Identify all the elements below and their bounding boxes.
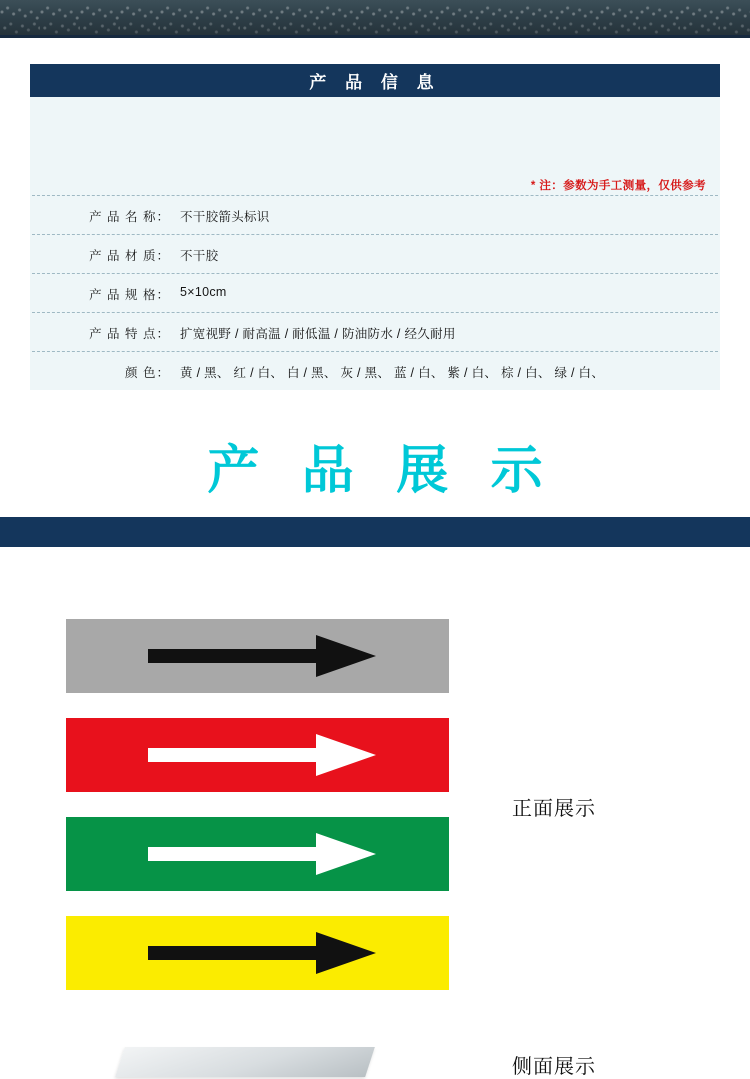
measurement-note-area — [30, 97, 720, 195]
info-row-features — [30, 313, 720, 351]
info-label: 颜 色： — [125, 366, 170, 380]
info-row-product-name — [30, 196, 720, 234]
section-divider-bar — [0, 517, 750, 547]
info-value: 黄 / 黑、 红 / 白、 白 / 黑、 灰 / 黑、 蓝 / 白、 紫 / 白、 棕 / 白、 绿 / 白、 — [180, 366, 605, 380]
info-row-colors — [30, 352, 720, 390]
info-label: 产 品 特 点： — [89, 327, 170, 341]
gray-sticker — [66, 619, 449, 693]
info-value: 5×10cm — [180, 285, 227, 299]
info-row-material — [30, 235, 720, 273]
info-label: 产 品 材 质： — [89, 249, 170, 263]
product-info-body — [30, 97, 720, 390]
info-label: 产 品 规 格： — [89, 288, 170, 302]
right-arrow-icon — [66, 619, 449, 693]
measurement-note: * 注：参数为手工测量，仅供参考 — [530, 180, 706, 192]
right-arrow-icon — [66, 718, 449, 792]
info-label: 产 品 名 称： — [89, 210, 170, 224]
right-arrow-icon — [66, 817, 449, 891]
side-view-label: 侧面展示 — [512, 1056, 596, 1078]
red-sticker — [66, 718, 449, 792]
right-arrow-icon — [66, 916, 449, 990]
info-value: 不干胶 — [180, 249, 219, 263]
top-texture-band — [0, 0, 750, 38]
showcase-section-title: 产 品 展 示 — [207, 442, 557, 500]
green-sticker — [66, 817, 449, 891]
product-info-header: 产 品 信 息 — [30, 64, 720, 97]
info-value: 扩宽视野 / 耐高温 / 耐低温 / 防油防水 / 经久耐用 — [180, 327, 456, 341]
info-value: 不干胶箭头标识 — [180, 210, 270, 224]
side-view-photo — [115, 1047, 375, 1077]
product-showcase — [0, 547, 750, 1078]
info-row-specification — [30, 274, 720, 312]
front-view-label: 正面展示 — [512, 798, 596, 820]
yellow-sticker — [66, 916, 449, 990]
product-info-card — [30, 64, 720, 390]
